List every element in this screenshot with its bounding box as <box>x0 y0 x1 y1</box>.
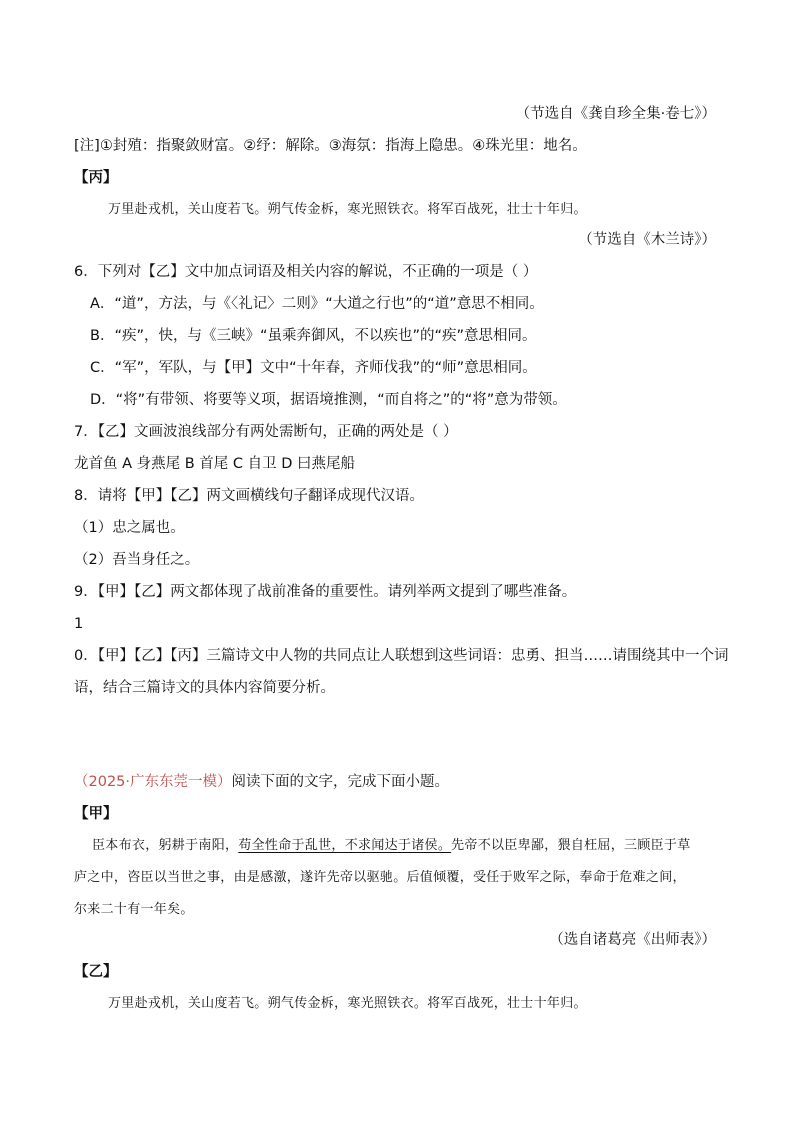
question-6-option-a: A．“道”，方法，与《〈礼记〉二则》“大道之行也”的“道”意思不相同。 <box>90 296 544 312</box>
question-8-item-1: （1）忠之属也。 <box>74 520 185 536</box>
chushibiao-line-2: 庐之中，咨臣以当世之事，由是感激，遂许先帝以驱驰。后值倾覆，受任于败军之际，奉命于危难之间， <box>74 870 686 885</box>
exam-source-tag: （2025·广东东莞一模） <box>74 774 232 790</box>
annotation-note: [注]①封殖：指聚敛财富。②纾：解除。③海氛：指海上隐患。④珠光里：地名。 <box>74 138 587 154</box>
reading-header <box>74 772 449 792</box>
source-citation-gongzizhen: （节选自《龚自珍全集·卷七》） <box>515 106 716 122</box>
chushibiao-underlined-sentence: 苟全性命于乱世，不求闻达于诸侯。 <box>238 838 452 853</box>
question-6-option-b: B．“疾”，快，与《三峡》“虽乘奔御风，不以疾也”的“疾”意思相同。 <box>90 328 537 344</box>
chushibiao-line-3: 尔来二十有一年矣。 <box>74 902 194 917</box>
question-10-number: 1 <box>74 616 84 632</box>
chushibiao-line-1 <box>92 836 691 856</box>
question-6-option-d: D．“将”有带领、将要等义项，据语境推测，“而自将之”的“将”意为带领。 <box>90 392 567 408</box>
poem-mulan-bing: 万里赴戎机，关山度若飞。朔气传金柝，寒光照铁衣。将军百战死，壮士十年归。 <box>108 202 587 217</box>
question-9: 9．【甲】【乙】两文都体现了战前准备的重要性。请列举两文提到了哪些准备。 <box>74 584 577 600</box>
chushibiao-line-1-a: 臣本布衣，躬耕于南阳， <box>92 838 239 853</box>
section-label-bing: 【丙】 <box>74 170 118 186</box>
question-10-line-1: 0．【甲】【乙】【丙】三篇诗文中人物的共同点让人联想到这些词语：忠勇、担当……请围绕其中一个词 <box>74 648 729 664</box>
question-7-text: 龙首鱼 A 身燕尾 B 首尾 C 自卫 D 曰燕尾船 <box>74 456 356 472</box>
reading-instruction: 阅读下面的文字，完成下面小题。 <box>231 774 450 790</box>
question-6-option-c: C．“军”，军队，与【甲】文中“十年春，齐师伐我”的“师”意思相同。 <box>90 360 537 376</box>
source-citation-mulan: （节选自《木兰诗》） <box>578 232 716 248</box>
question-7: 7．【乙】文画波浪线部分有两处需断句，正确的两处是（ ） <box>74 424 458 440</box>
question-6: 6．下列对【乙】文中加点词语及相关内容的解说，不正确的一项是（ ） <box>74 264 538 280</box>
poem-mulan-yi: 万里赴戎机，关山度若飞。朔气传金柝，寒光照铁衣。将军百战死，壮士十年归。 <box>108 996 587 1011</box>
source-citation-chushibiao: （选自诸葛亮《出师表》） <box>549 932 716 948</box>
section-label-yi: 【乙】 <box>74 964 118 980</box>
question-8: 8．请将【甲】【乙】两文画横线句子翻译成现代汉语。 <box>74 488 424 504</box>
question-10-line-2: 语，结合三篇诗文的具体内容简要分析。 <box>74 680 335 696</box>
question-8-item-2: （2）吾当身任之。 <box>74 552 200 568</box>
section-label-jia: 【甲】 <box>74 806 118 822</box>
chushibiao-line-1-b: 先帝不以臣卑鄙，猥自枉屈，三顾臣于草 <box>451 838 691 853</box>
